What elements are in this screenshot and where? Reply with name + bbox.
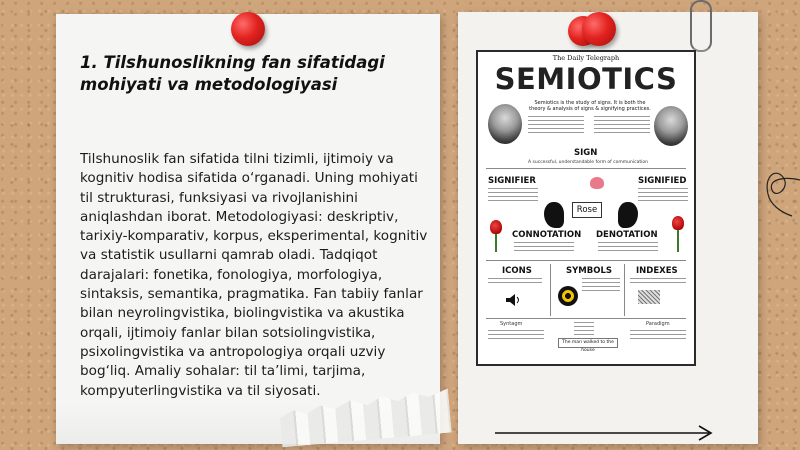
- text-lines: [528, 116, 584, 134]
- syntagm-label: Syntagm: [500, 321, 523, 327]
- signified-heading: SIGNIFIED: [638, 176, 687, 186]
- paperclip-icon: [690, 0, 712, 52]
- infographic-intro: Semiotics is the study of signs. It is both the theory & analysis of signs & signifying practices.: [529, 100, 651, 112]
- head-silhouette-icon: [618, 202, 638, 228]
- signifier-heading: SIGNIFIER: [488, 176, 536, 186]
- rose-label-box: Rose: [572, 202, 602, 218]
- index-image: [638, 290, 660, 304]
- text-lines: [488, 330, 544, 342]
- paradigm-label: Paradigm: [646, 321, 670, 327]
- text-lines: [488, 278, 542, 286]
- sign-heading: SIGN: [574, 148, 598, 158]
- rose-stem: [495, 234, 497, 252]
- arrow-right-icon: [495, 425, 717, 441]
- text-lines: [582, 278, 620, 292]
- head-silhouette-icon: [544, 202, 564, 228]
- text-lines: [598, 242, 658, 254]
- rose-stem: [677, 230, 679, 252]
- text-lines: [514, 242, 574, 254]
- semiotics-infographic: [476, 50, 696, 366]
- divider: [550, 264, 551, 316]
- radiation-symbol-icon: [558, 286, 578, 306]
- slide-title: 1. Tilshunoslikning fan sifatidagi mohiyati va metodologiyasi: [80, 53, 385, 94]
- divider: [486, 260, 686, 261]
- divider: [486, 318, 686, 319]
- infographic-title: SEMIOTICS: [494, 62, 678, 96]
- sign-subtitle: A successful, understandable form of communication: [528, 160, 648, 165]
- pushpin-icon: [582, 12, 616, 46]
- text-lines: [630, 330, 686, 342]
- denotation-heading: DENOTATION: [596, 230, 658, 240]
- connotation-heading: CONNOTATION: [512, 230, 582, 240]
- text-lines: [630, 278, 686, 286]
- text-lines: [488, 188, 538, 202]
- squiggle-doodle-icon: [762, 150, 800, 220]
- rose-icon: [490, 220, 502, 234]
- icons-heading: ICONS: [502, 266, 532, 276]
- masthead: The Daily Telegraph: [552, 54, 620, 62]
- symbols-heading: SYMBOLS: [566, 266, 612, 276]
- speaker-icon: [506, 294, 520, 306]
- syntagm-example-box: The man walked to the house: [558, 338, 618, 348]
- slide-body-text: Tilshunoslik fan sifatida tilni tizimli, ijtimoiy va kognitiv hodisa sifatida o‘rganadi. Uning mohiyati til strukturasi, funksiyasi va rivojlanishini aniqlashdan iborat. Metodologiyasi: deskriptiv, tarixiy-komparativ, korpus, eksperimental, kognitiv va statistik usullarni qamrab oladi. Tadqiqot darajalari: fonetika, fonologiya, morfologiya, sintaksis, semantika, pragmatika. Fan tabiiy fanlar bilan neyrolingvistika, biolingvistika va akustika orqali, ijtimoiy fanlar bilan sotsiolingvistika, psixolingvistika va antropologiya orqali uzviy bog‘liq. Amaliy sohalar: til ta’limi, tarjima, kompyuterlingvistika va til siyosati.: [80, 151, 428, 399]
- portrait-saussure: [488, 104, 522, 144]
- indexes-heading: INDEXES: [636, 266, 678, 276]
- rose-icon: [672, 216, 684, 230]
- heart-icon: [590, 177, 604, 189]
- text-lines: [638, 188, 688, 202]
- pushpin-icon: [231, 12, 265, 46]
- divider: [486, 168, 686, 169]
- divider: [624, 264, 625, 316]
- portrait-peirce: [654, 106, 688, 146]
- text-lines: [594, 116, 650, 134]
- text-lines: [574, 322, 594, 336]
